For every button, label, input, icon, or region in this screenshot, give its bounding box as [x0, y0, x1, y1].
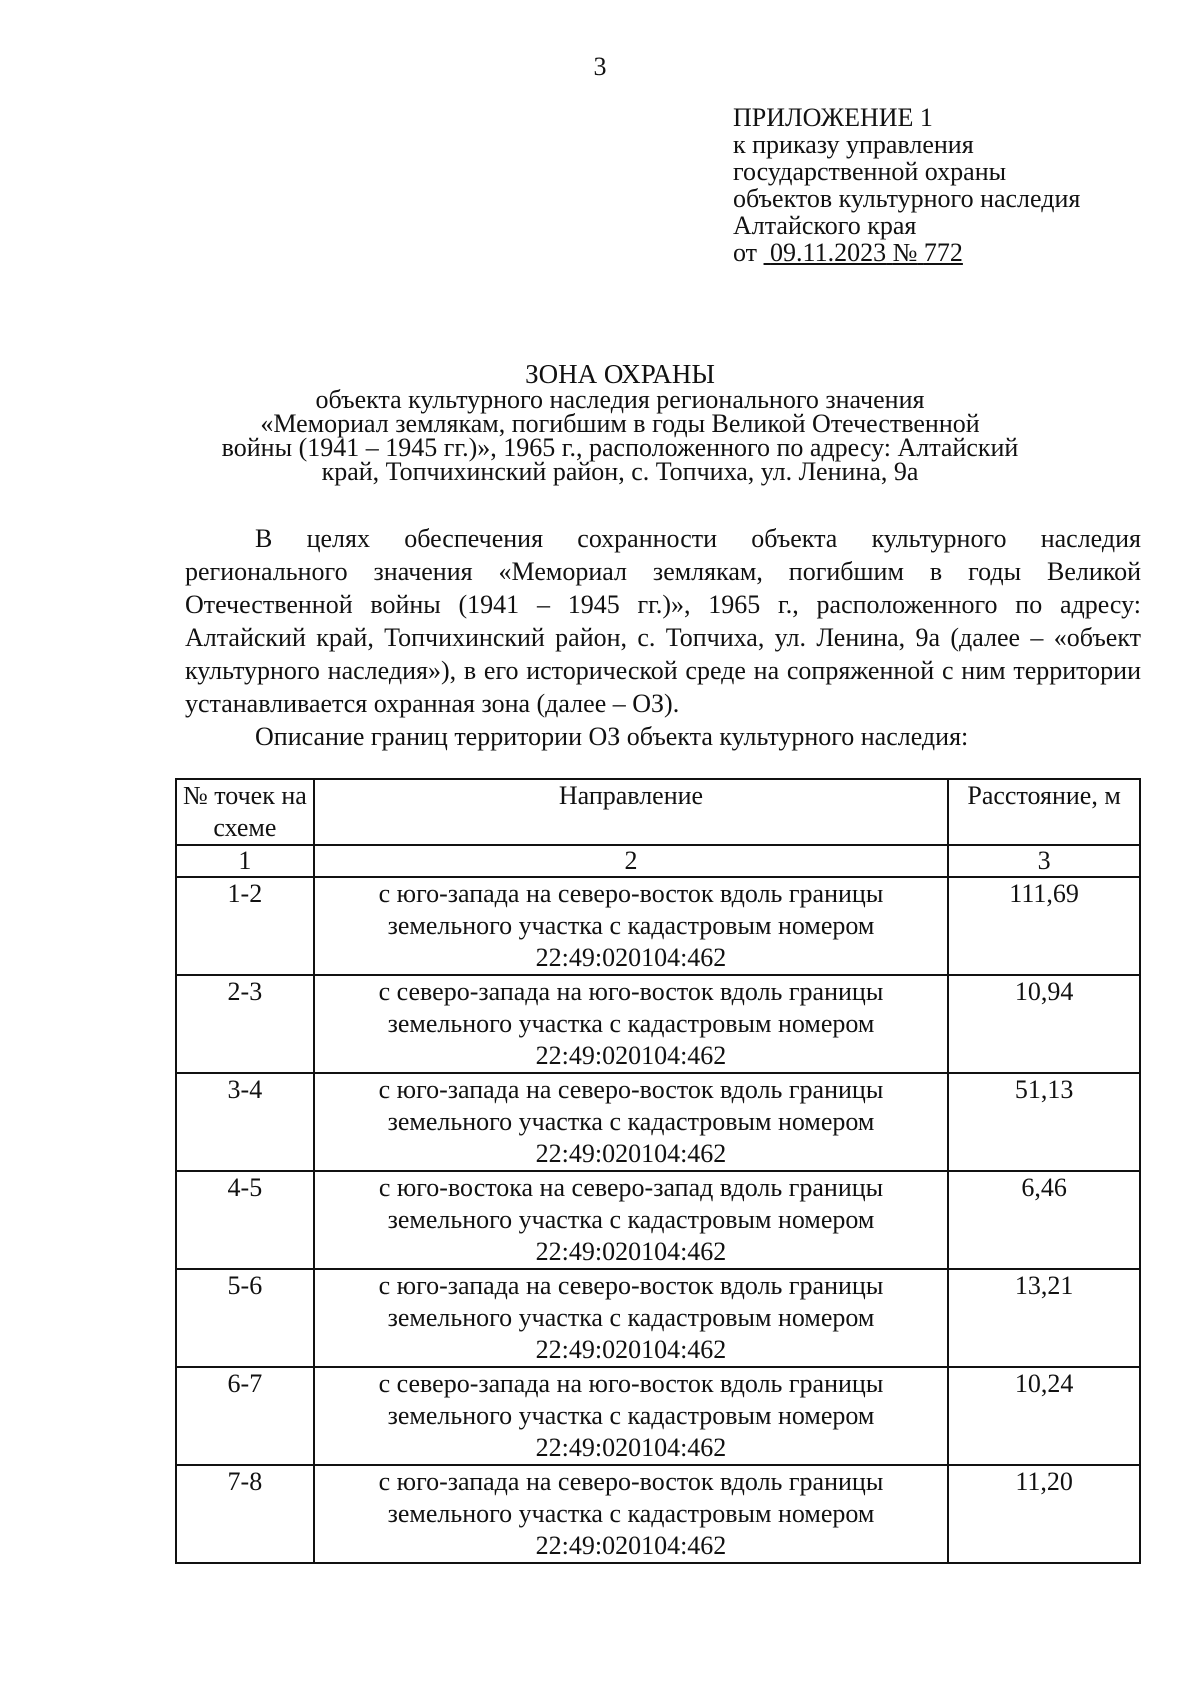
table-row	[176, 1171, 1140, 1269]
table-header-row	[176, 779, 1140, 845]
table-row	[176, 1367, 1140, 1465]
direction-cell: с юго-запада на северо-восток вдоль границы земельного участка с кадастровым номером 22:49:020104:462	[314, 1465, 948, 1563]
direction-cell: с юго-запада на северо-восток вдоль границы земельного участка с кадастровым номером 22:49:020104:462	[314, 877, 948, 975]
distance-cell: 10,94	[948, 975, 1140, 1073]
title-line: «Мемориал землякам, погибшим в годы Великой Отечественной	[260, 409, 980, 438]
distance-cell: 51,13	[948, 1073, 1140, 1171]
direction-cell: с северо-запада на юго-восток вдоль границы земельного участка с кадастровым номером 22:49:020104:462	[314, 1367, 948, 1465]
order-date: 09.11.2023 № 772	[770, 238, 963, 267]
header-direction: Направление	[314, 779, 948, 845]
appendix-line: к приказу управления	[733, 130, 974, 159]
table-row	[176, 877, 1140, 975]
distance-cell: 11,20	[948, 1465, 1140, 1563]
document-title	[150, 360, 1090, 484]
appendix-line: ПРИЛОЖЕНИЕ 1	[733, 103, 933, 132]
direction-cell: с юго-запада на северо-восток вдоль границы земельного участка с кадастровым номером 22:49:020104:462	[314, 1073, 948, 1171]
appendix-line: Алтайского края	[733, 211, 917, 240]
points-cell: 1-2	[176, 877, 314, 975]
appendix-line: объектов культурного наследия	[733, 184, 1081, 213]
title-heading: ЗОНА ОХРАНЫ	[525, 359, 715, 389]
appendix-line: государственной охраны	[733, 157, 1007, 186]
points-cell: 5-6	[176, 1269, 314, 1367]
direction-cell: с юго-запада на северо-восток вдоль границы земельного участка с кадастровым номером 22:49:020104:462	[314, 1269, 948, 1367]
header-points: № точек на схеме	[176, 779, 314, 845]
points-cell: 7-8	[176, 1465, 314, 1563]
index-cell: 2	[314, 845, 948, 877]
distance-cell: 6,46	[948, 1171, 1140, 1269]
table-row	[176, 975, 1140, 1073]
distance-cell: 13,21	[948, 1269, 1140, 1367]
points-cell: 4-5	[176, 1171, 314, 1269]
body-text	[185, 522, 1141, 753]
table-index-row	[176, 845, 1140, 877]
points-cell: 2-3	[176, 975, 314, 1073]
table-row	[176, 1465, 1140, 1563]
distance-cell: 10,24	[948, 1367, 1140, 1465]
table-row	[176, 1269, 1140, 1367]
title-line: объекта культурного наследия регионального значения	[315, 385, 925, 414]
direction-cell: с юго-востока на северо-запад вдоль границы земельного участка с кадастровым номером 22:49:020104:462	[314, 1171, 948, 1269]
distance-cell: 111,69	[948, 877, 1140, 975]
body-paragraph: В целях обеспечения сохранности объекта культурного наследия регионального значения «Мемориал землякам, погибшим в годы Великой Отечественной войны (1941 – 1945 гг.)», 1965 г., расположенного по адресу: Алтайский край, Топчихинский район, с. Топчиха, ул. Ленина, 9а (далее – «объект культурного наследия»), в его исторической среде на сопряженной с ним территории устанавливается охранная зона (далее – ОЗ).	[185, 524, 1141, 718]
title-line: войны (1941 – 1945 гг.)», 1965 г., расположенного по адресу: Алтайский	[221, 433, 1019, 462]
table-row	[176, 1073, 1140, 1171]
body-paragraph: Описание границ территории ОЗ объекта культурного наследия:	[255, 722, 969, 751]
title-line: край, Топчихинский район, с. Топчиха, ул. Ленина, 9а	[321, 457, 919, 486]
points-cell: 6-7	[176, 1367, 314, 1465]
appendix-block	[733, 104, 1080, 266]
page-number: 3	[593, 52, 607, 81]
boundary-table	[175, 778, 1141, 1564]
order-number: 772	[923, 238, 963, 267]
index-cell: 1	[176, 845, 314, 877]
index-cell: 3	[948, 845, 1140, 877]
appendix-date-line	[733, 239, 1080, 266]
points-cell: 3-4	[176, 1073, 314, 1171]
direction-cell: с северо-запада на юго-восток вдоль границы земельного участка с кадастровым номером 22:49:020104:462	[314, 975, 948, 1073]
header-distance: Расстояние, м	[948, 779, 1140, 845]
date-prefix: от	[733, 238, 758, 267]
